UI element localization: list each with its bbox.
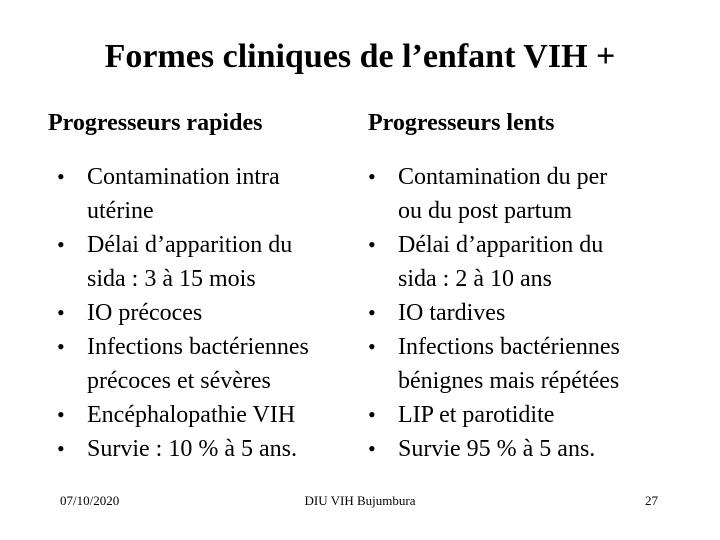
list-item: • IO précoces [57, 296, 357, 330]
right-bullet-list [368, 160, 698, 466]
bullet-icon: • [57, 232, 65, 257]
list-item: • IO tardives [368, 296, 698, 330]
bullet-icon: • [368, 334, 376, 359]
bullet-icon: • [368, 232, 376, 257]
list-item: • Contamination du per ou du post partum [368, 160, 698, 228]
list-item: • LIP et parotidite [368, 398, 698, 432]
bullet-icon: • [57, 436, 65, 461]
bullet-icon: • [57, 164, 65, 189]
list-item: • Infections bactériennes précoces et sévères [57, 330, 357, 398]
left-bullet-list [57, 160, 357, 466]
left-column-heading: Progresseurs rapides [48, 110, 263, 136]
bullet-icon: • [57, 300, 65, 325]
page-number: 27 [645, 493, 658, 508]
list-item: • Infections bactériennes bénignes mais répétées [368, 330, 698, 398]
bullet-icon: • [368, 164, 376, 189]
list-item: • Contamination intra utérine [57, 160, 357, 228]
list-item: • Survie : 10 % à 5 ans. [57, 432, 357, 466]
list-item: • Délai d’apparition du sida : 3 à 15 mois [57, 228, 357, 296]
bullet-icon: • [368, 300, 376, 325]
slide-title: Formes cliniques de l’enfant VIH + [104, 38, 616, 75]
bullet-icon: • [57, 402, 65, 427]
footer-date: 07/10/2020 [60, 493, 120, 508]
bullet-icon: • [368, 436, 376, 461]
footer-center-text: DIU VIH Bujumbura [304, 493, 416, 508]
list-item: • Encéphalopathie VIH [57, 398, 357, 432]
right-column-heading: Progresseurs lents [368, 110, 555, 136]
bullet-icon: • [57, 334, 65, 359]
list-item: • Survie 95 % à 5 ans. [368, 432, 698, 466]
bullet-icon: • [368, 402, 376, 427]
list-item: • Délai d’apparition du sida : 2 à 10 ans [368, 228, 698, 296]
